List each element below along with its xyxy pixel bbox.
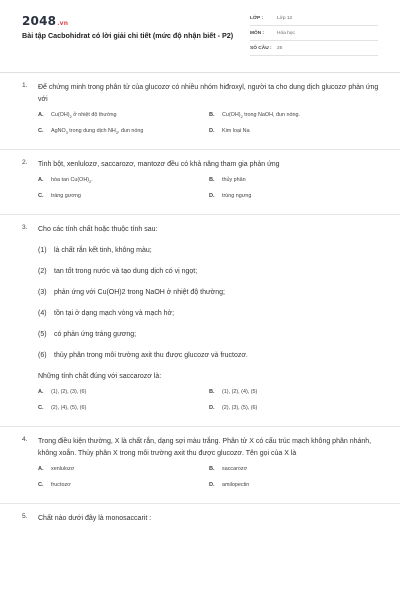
option-c[interactable] [38, 128, 209, 144]
option-b[interactable] [209, 112, 380, 128]
option-text-part: hòa tan Cu(OH) [51, 177, 90, 183]
subscript: 2 [69, 114, 72, 119]
option-d[interactable] [209, 193, 380, 209]
statement-text: tan tốt trong nước và tạo dung dịch có vị ngọt; [54, 268, 198, 275]
question-divider [0, 149, 400, 150]
statement-number: (2) [38, 268, 47, 275]
subscript: 3 [65, 130, 68, 135]
option-letter: B. [209, 177, 215, 183]
subscript: 2 [240, 114, 243, 119]
question-prompt: Những tính chất đúng với saccarozơ là: [38, 373, 162, 380]
option-text: (2), (4), (5), (6) [51, 405, 87, 411]
option-text [51, 112, 117, 118]
meta-label: SỐ CÂU : [250, 46, 272, 51]
option-letter: D. [209, 128, 215, 134]
option-text-part: trong dung dịch NH [67, 128, 116, 134]
option-a[interactable] [38, 466, 209, 482]
option-text: Kim loại Na [222, 128, 250, 134]
option-text: xenlulozơ [51, 466, 75, 472]
question-divider [0, 214, 400, 215]
answer-options [38, 389, 380, 421]
option-text: saccarozơ [222, 466, 248, 472]
option-letter: B. [209, 466, 215, 472]
meta-row-class [250, 14, 378, 26]
option-text-part: AgNO [51, 128, 66, 134]
worksheet-meta [250, 14, 378, 59]
question-number: 5. [22, 513, 28, 520]
statement-number: (4) [38, 310, 47, 317]
meta-label: LỚP : [250, 16, 264, 21]
option-text: thủy phân [222, 177, 246, 183]
question-5 [22, 513, 380, 525]
statement-number: (1) [38, 247, 47, 254]
question-text: Cho các tính chất hoặc thuộc tính sau: [38, 226, 158, 233]
option-text: amilopectin [222, 482, 250, 488]
statement-text: thủy phân trong môi trường axit thu được glucozơ và fructozơ. [54, 352, 248, 359]
option-text: (1), (2), (4), (5) [222, 389, 258, 395]
option-letter: C. [38, 482, 44, 488]
option-letter: C. [38, 405, 44, 411]
option-text-part: ở nhiệt độ thường [71, 112, 117, 118]
statement-number: (6) [38, 352, 47, 359]
statement [38, 308, 380, 320]
meta-row-subject [250, 29, 378, 41]
option-text-part: trong NaOH, đun nóng. [242, 112, 300, 118]
answer-options [38, 177, 380, 209]
option-text: tráng gương [51, 193, 81, 199]
header-divider [0, 72, 400, 73]
question-text: Chất nào dưới đây là monosaccarit : [38, 515, 152, 522]
option-d[interactable] [209, 482, 380, 498]
question-2 [22, 159, 380, 209]
option-d[interactable] [209, 128, 380, 144]
option-a[interactable] [38, 177, 209, 193]
question-list [22, 82, 380, 525]
option-text-part: , đun nóng [117, 128, 144, 134]
option-letter: C. [38, 193, 44, 199]
meta-value: Hóa học [277, 31, 295, 36]
logo-suffix: .vn [57, 20, 69, 27]
option-letter: D. [209, 193, 215, 199]
logo-text: 2048 [22, 14, 57, 28]
option-b[interactable] [209, 177, 380, 193]
question-text: Tinh bột, xenlulozơ, saccarozơ, mantozơ đều có khả năng tham gia phản ứng [38, 161, 280, 168]
option-text-part: . [91, 177, 93, 183]
question-number: 2. [22, 159, 28, 166]
option-text: trùng ngưng [222, 193, 252, 199]
answer-options [38, 112, 380, 144]
option-c[interactable] [38, 482, 209, 498]
option-text [51, 128, 143, 134]
meta-row-count [250, 44, 378, 56]
statement [38, 266, 380, 278]
subscript: 2 [89, 179, 92, 184]
option-text [51, 177, 93, 183]
question-divider [0, 503, 400, 504]
statement [38, 329, 380, 341]
option-text-part: Cu(OH) [222, 112, 241, 118]
statement-number: (5) [38, 331, 47, 338]
question-number: 3. [22, 224, 28, 231]
statement [38, 350, 380, 362]
question-text: Để chứng minh trong phân tử của glucozơ có nhiều nhóm hiđroxyl, người ta cho dung dịch glucozơ phản ứng với [38, 84, 379, 103]
option-letter: B. [209, 389, 215, 395]
statement [38, 245, 380, 257]
option-text: (2), (3), (5), (6) [222, 405, 258, 411]
statement-text: là chất rắn kết tinh, không màu; [54, 247, 152, 254]
option-a[interactable] [38, 389, 209, 405]
question-divider [0, 426, 400, 427]
statement-text: có phản ứng tráng gương; [54, 331, 137, 338]
option-c[interactable] [38, 193, 209, 209]
answer-options [38, 466, 380, 498]
option-letter: C. [38, 128, 44, 134]
option-letter: A. [38, 389, 44, 395]
meta-value: 25 [277, 46, 283, 51]
site-logo[interactable] [22, 14, 68, 28]
question-1 [22, 82, 380, 144]
option-a[interactable] [38, 112, 209, 128]
option-letter: D. [209, 482, 215, 488]
option-b[interactable] [209, 389, 380, 405]
option-letter: A. [38, 466, 44, 472]
statement-text: phản ứng với Cu(OH)2 trong NaOH ở nhiệt độ thường; [54, 289, 226, 296]
option-text: (1), (2), (3), (6) [51, 389, 87, 395]
page-header [22, 14, 378, 60]
question-number: 4. [22, 436, 28, 443]
question-text: Trong điều kiện thường, X là chất rắn, dạng sợi màu trắng. Phân tử X có cấu trúc mạch không phân nhánh, không xoắn. Thủy phân X trong môi trường axit thu được glucozơ. Tên gọi của X là [38, 438, 372, 457]
subscript: 3 [115, 130, 118, 135]
statement-number: (3) [38, 289, 47, 296]
question-number: 1. [22, 82, 28, 89]
option-text [222, 112, 300, 118]
option-b[interactable] [209, 466, 380, 482]
option-letter: D. [209, 405, 215, 411]
option-text-part: Cu(OH) [51, 112, 70, 118]
option-c[interactable] [38, 405, 209, 421]
meta-value: Lớp 12 [277, 16, 293, 21]
option-d[interactable] [209, 405, 380, 421]
worksheet-title: Bài tập Cacbohidrat có lời giải chi tiết (mức độ nhận biết - P2) [22, 31, 234, 40]
option-letter: B. [209, 112, 215, 118]
question-3 [22, 224, 380, 421]
statement-text: tồn tại ở dạng mạch vòng và mạch hở; [54, 310, 175, 317]
option-letter: A. [38, 112, 44, 118]
option-letter: A. [38, 177, 44, 183]
question-4 [22, 436, 380, 498]
meta-label: MÔN : [250, 31, 265, 36]
option-text: fructozơ [51, 482, 71, 488]
statement [38, 287, 380, 299]
